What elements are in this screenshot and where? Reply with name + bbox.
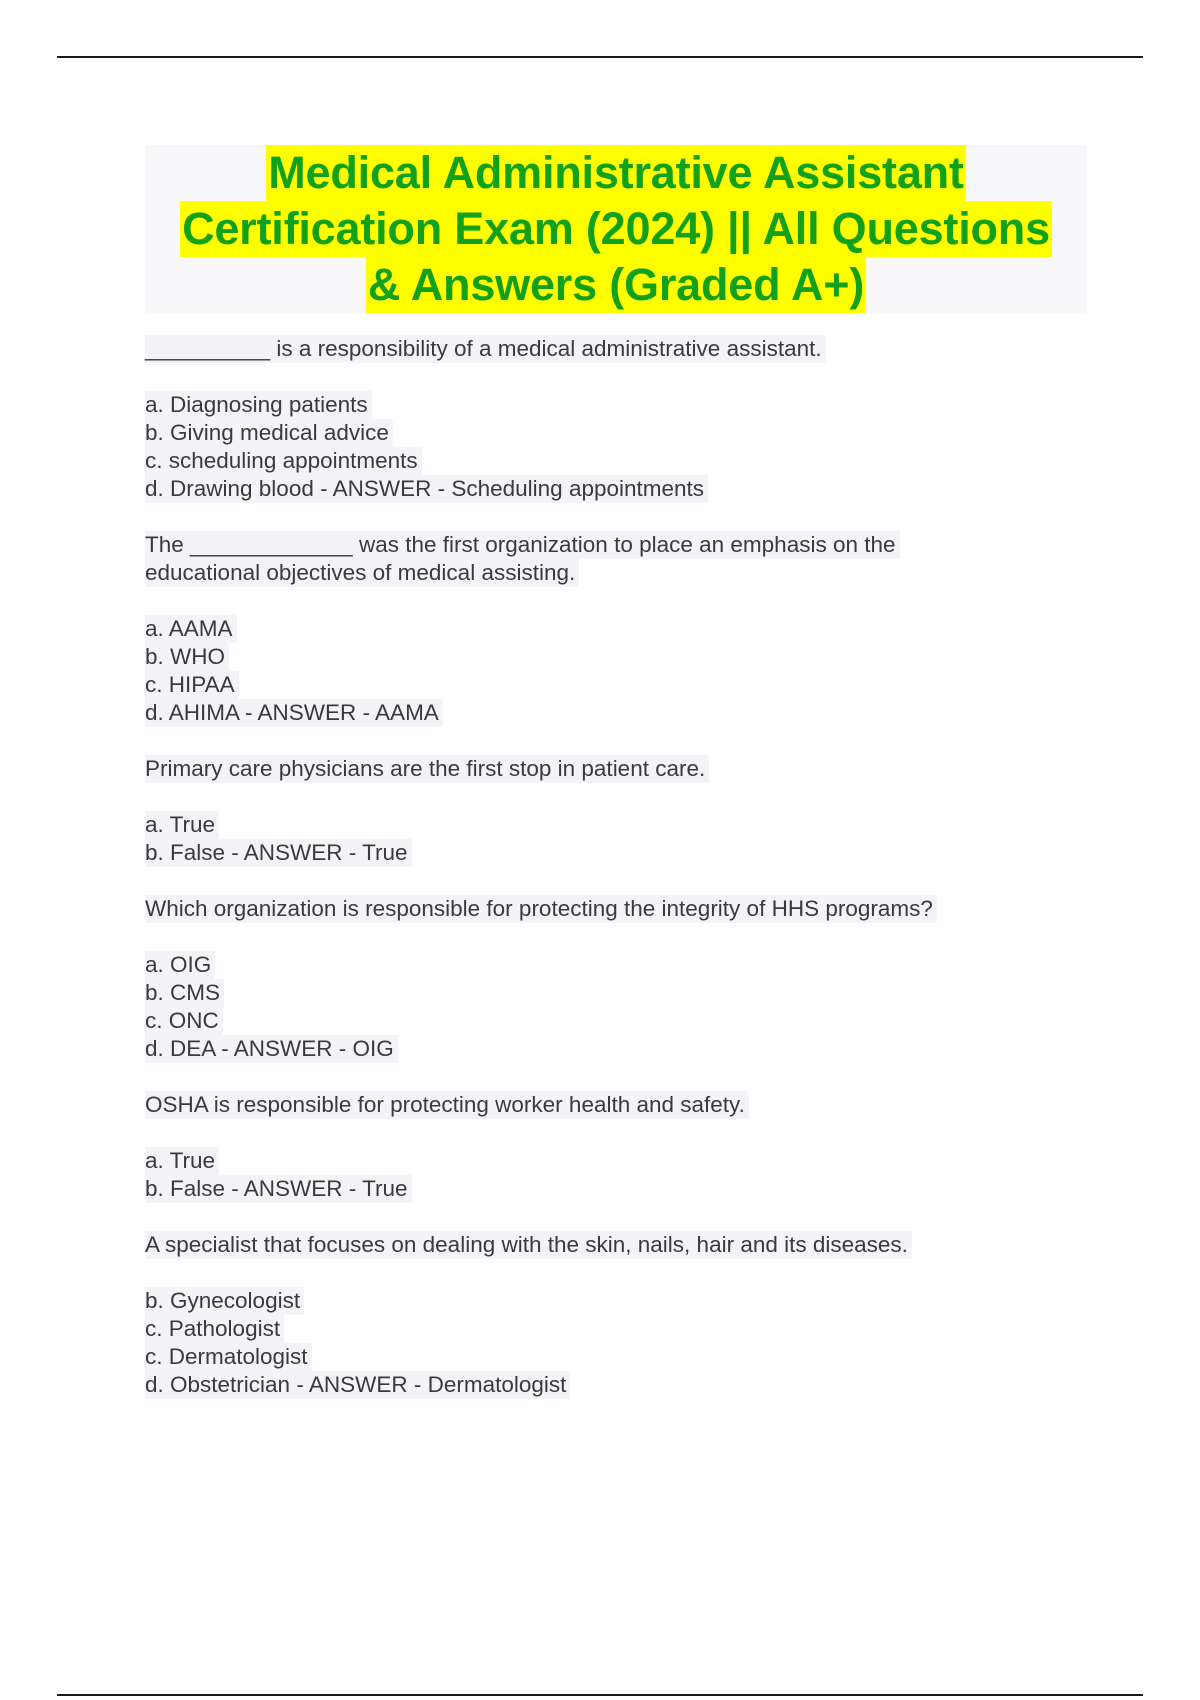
option-item: b. Gynecologist xyxy=(145,1287,304,1315)
option-item: d. Obstetrician - ANSWER - Dermatologist xyxy=(145,1371,570,1399)
option-item: d. AHIMA - ANSWER - AAMA xyxy=(145,699,443,727)
question-prompt xyxy=(145,531,1045,587)
option-item: a. True xyxy=(145,811,219,839)
question-prompt xyxy=(145,895,1045,923)
option-item: b. False - ANSWER - True xyxy=(145,1175,412,1203)
question-block xyxy=(145,1231,1045,1399)
title-line-2: Certification Exam (2024) || All Questions xyxy=(180,201,1052,257)
question-prompt xyxy=(145,1091,1045,1119)
option-item: b. False - ANSWER - True xyxy=(145,839,412,867)
question-block xyxy=(145,895,1045,1063)
question-prompt xyxy=(145,335,1045,363)
prompt-line: Which organization is responsible for protecting the integrity of HHS programs? xyxy=(145,895,937,923)
question-block xyxy=(145,755,1045,867)
prompt-line: OSHA is responsible for protecting worker health and safety. xyxy=(145,1091,749,1119)
option-item: b. Giving medical advice xyxy=(145,419,393,447)
title-line-3: & Answers (Graded A+) xyxy=(366,257,866,313)
top-rule xyxy=(57,56,1143,58)
option-list xyxy=(145,951,1045,1063)
question-block xyxy=(145,1091,1045,1203)
question-list xyxy=(145,335,1045,1427)
prompt-line: A specialist that focuses on dealing with the skin, nails, hair and its diseases. xyxy=(145,1231,912,1259)
option-item: c. Dermatologist xyxy=(145,1343,312,1371)
option-list xyxy=(145,1287,1045,1399)
prompt-line: Primary care physicians are the first stop in patient care. xyxy=(145,755,709,783)
option-item: a. True xyxy=(145,1147,219,1175)
prompt-line: educational objectives of medical assisting. xyxy=(145,559,579,587)
option-list xyxy=(145,811,1045,867)
option-item: a. AAMA xyxy=(145,615,237,643)
question-prompt xyxy=(145,755,1045,783)
question-block xyxy=(145,335,1045,503)
prompt-line: The _____________ was the first organization to place an emphasis on the xyxy=(145,531,900,559)
prompt-line: __________ is a responsibility of a medical administrative assistant. xyxy=(145,335,826,363)
question-block xyxy=(145,531,1045,727)
document-title xyxy=(145,145,1087,313)
option-item: b. WHO xyxy=(145,643,229,671)
question-prompt xyxy=(145,1231,1045,1259)
option-item: c. HIPAA xyxy=(145,671,239,699)
bottom-rule xyxy=(57,1694,1143,1696)
option-item: c. Pathologist xyxy=(145,1315,284,1343)
option-item: d. DEA - ANSWER - OIG xyxy=(145,1035,398,1063)
option-list xyxy=(145,391,1045,503)
option-list xyxy=(145,615,1045,727)
option-list xyxy=(145,1147,1045,1203)
title-line-1: Medical Administrative Assistant xyxy=(266,145,965,201)
option-item: d. Drawing blood - ANSWER - Scheduling appointments xyxy=(145,475,708,503)
option-item: c. scheduling appointments xyxy=(145,447,422,475)
option-item: a. Diagnosing patients xyxy=(145,391,372,419)
option-item: a. OIG xyxy=(145,951,215,979)
option-item: b. CMS xyxy=(145,979,224,1007)
option-item: c. ONC xyxy=(145,1007,223,1035)
